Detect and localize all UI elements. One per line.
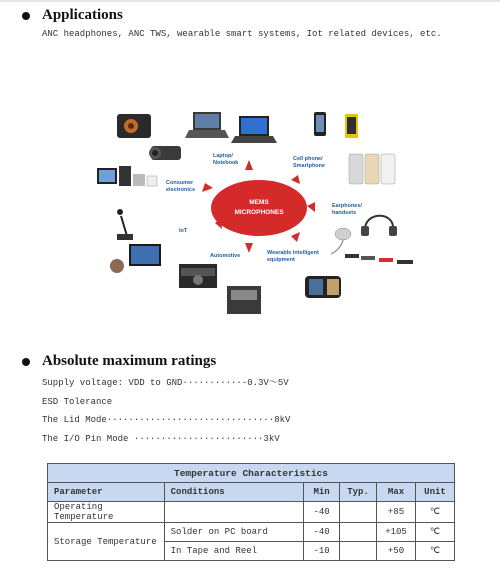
applications-heading [22, 7, 123, 24]
table-row [48, 502, 455, 523]
cell-unit: ℃ [415, 502, 454, 523]
arrow-left-icon [202, 183, 213, 192]
temperature-table [47, 463, 455, 561]
tv-icon [110, 244, 161, 273]
label-earphones-2: handsets [332, 210, 357, 216]
header-typ: Typ. [340, 483, 377, 502]
rating-esd-tolerance: ESD Tolerance [42, 396, 113, 407]
table-title: Temperature Characteristics [48, 464, 455, 483]
cell-conditions: In Tape and Reel [164, 542, 303, 561]
top-rule [0, 0, 500, 2]
center-label-2: MICROPHONES [234, 209, 284, 216]
arrow-up-right-icon [291, 175, 300, 184]
camera-icon [117, 114, 151, 138]
rating-lid-mode: The Lid Mode·······························8kV [42, 415, 291, 425]
header-conditions: Conditions [164, 483, 303, 502]
cell-typ [340, 523, 377, 542]
cell-conditions: Solder on PC board [164, 523, 303, 542]
label-automotive: Automotive [210, 253, 241, 259]
cell-conditions [164, 502, 303, 523]
cell-parameter: Storage Temperature [48, 523, 165, 561]
cell-min: -40 [304, 523, 340, 542]
phones-group-icon [349, 154, 395, 184]
label-laptop-1: Laptop/ [213, 153, 233, 159]
ratings-list [42, 374, 290, 448]
rating-io-pin-mode: The I/O Pin Mode ························3kV [42, 433, 280, 444]
camcorder-icon [149, 146, 181, 160]
earphone-icon [331, 228, 351, 254]
ratings-heading-text: Absolute maximum ratings [42, 353, 217, 369]
bullet-icon [22, 358, 30, 366]
mems-diagram [95, 108, 435, 323]
table-header-row [48, 483, 455, 502]
headset-icon [361, 216, 397, 236]
label-cell-1: Cell phone/ [293, 156, 323, 162]
tablets-icon [97, 166, 157, 186]
cell-typ [340, 542, 377, 561]
car-dash-icon [227, 286, 261, 314]
label-iot: IoT [179, 228, 188, 234]
center-label-1: MEMS [249, 199, 269, 206]
cell-max: +105 [377, 523, 416, 542]
phone-yellow-icon [345, 114, 358, 138]
cell-max: +85 [377, 502, 416, 523]
mems-center-ellipse [211, 180, 307, 236]
applications-text: ANC headphones, ANC TWS, wearable smart systems, Iot related devices, etc. [42, 29, 442, 39]
cell-min: -40 [304, 502, 340, 523]
bullet-icon [22, 12, 30, 20]
label-laptop-2: Notebook [213, 160, 239, 166]
ratings-heading [22, 353, 216, 370]
laptop-blue-icon [231, 116, 277, 143]
arrow-down-icon [245, 243, 253, 253]
arrow-up-left-icon [245, 160, 253, 170]
mems-applications-figure [95, 108, 435, 323]
cell-max: +50 [377, 542, 416, 561]
header-min: Min [304, 483, 340, 502]
table-row [48, 523, 455, 542]
cell-min: -10 [304, 542, 340, 561]
header-unit: Unit [415, 483, 454, 502]
applications-heading-text: Applications [42, 7, 123, 23]
laptop-icon [185, 112, 229, 138]
arrow-lower-right-icon [291, 232, 300, 242]
smartwatch-icon [305, 276, 341, 298]
cell-parameter: Operating Temperature [48, 502, 165, 523]
microphone-icon [117, 209, 133, 240]
label-cell-2: Smartphone [293, 163, 326, 169]
car-interior-icon [179, 264, 217, 288]
cell-unit: ℃ [415, 523, 454, 542]
header-max: Max [377, 483, 416, 502]
cables-icon [345, 254, 413, 264]
label-consumer-2: electronics [166, 187, 196, 193]
phone-black-icon [314, 112, 326, 136]
header-parameter: Parameter [48, 483, 165, 502]
cell-typ [340, 502, 377, 523]
label-wearable-2: equipment [267, 257, 295, 263]
cell-unit: ℃ [415, 542, 454, 561]
label-earphones-1: Earphones/ [332, 203, 362, 209]
arrow-right-icon [307, 202, 315, 212]
label-wearable-1: Wearable intelligent [267, 250, 319, 256]
rating-supply-voltage: Supply voltage: VDD to GND···········-0.3V～5V [42, 378, 289, 388]
label-consumer-1: Consumer [166, 180, 194, 186]
